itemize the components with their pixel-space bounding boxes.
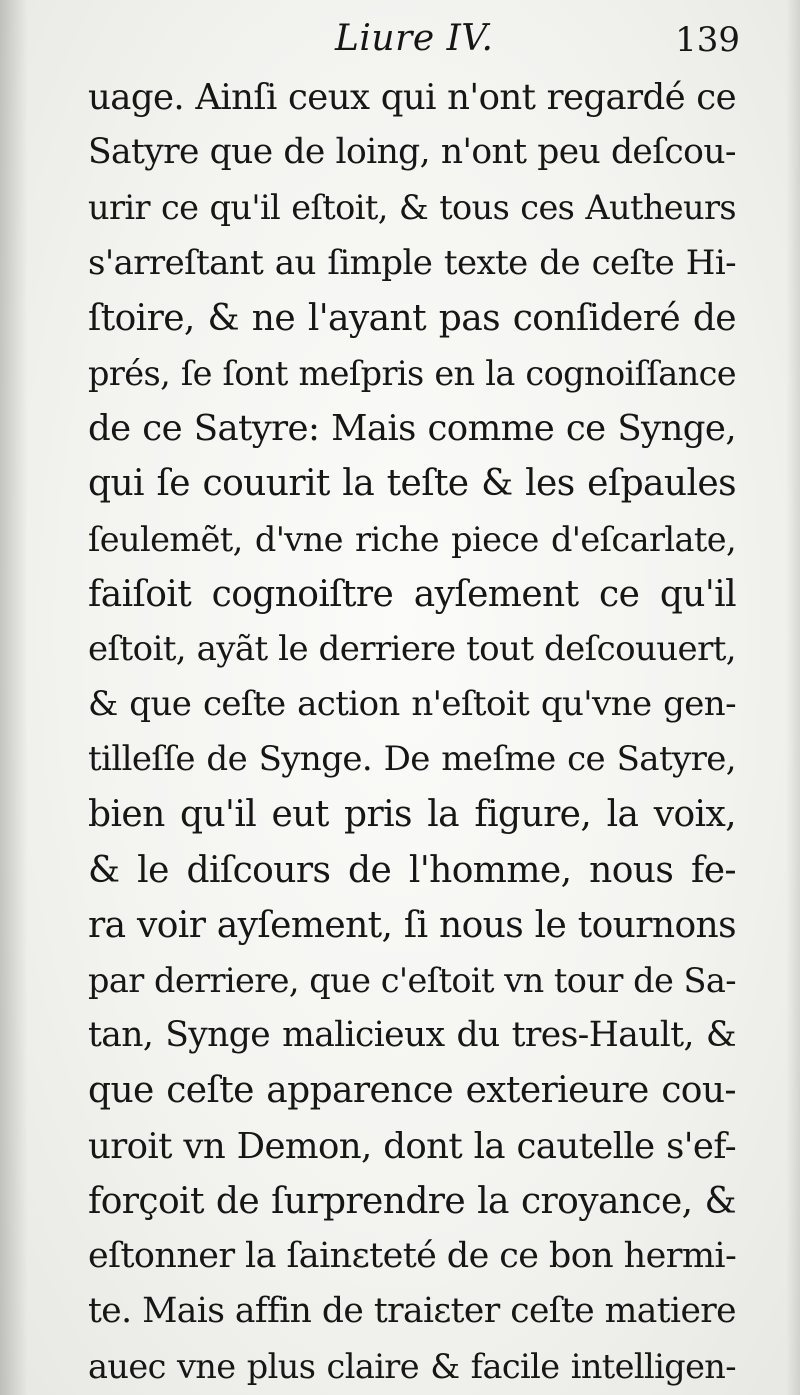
text-line: ſtoire, & ne l'ayant pas conſideré de [88, 297, 736, 339]
page-header [90, 14, 740, 66]
text-line: & le diſcours de l'homme, nous fe- [88, 849, 736, 891]
text-line: ra voir ayſement, ſi nous le tournons [88, 904, 736, 946]
text-line: ſeulemẽt, d'vne riche piece d'eſcarlate, [88, 519, 736, 559]
text-line: eſtoit, ayãt le derriere tout deſcouuert, [88, 628, 736, 669]
text-line: uage. Ainſi ceux qui n'ont regardé ce [88, 77, 736, 118]
text-line: tilleſſe de Synge. De meſme ce Satyre, [88, 739, 736, 780]
text-line: te. Mais affin de traiɛter ceſte matiere [88, 1291, 736, 1332]
text-line: & que ceſte action n'eſtoit qu'vne gen- [88, 684, 736, 725]
text-line: auec vne plus claire & facile intelligen- [88, 1347, 736, 1387]
page-number: 139 [675, 20, 740, 60]
text-line: de ce Satyre: Mais comme ce Synge, [88, 408, 736, 450]
text-line: par derriere, que c'eſtoit vn tour de Sa- [88, 961, 736, 1000]
body-text [88, 70, 736, 1395]
text-line: que ceſte apparence exterieure cou- [88, 1070, 736, 1112]
text-line: urir ce qu'il eſtoit, & tous ces Autheurs [88, 188, 736, 228]
text-line: s'arreſtant au ſimple texte de ceſte Hi- [88, 242, 736, 283]
text-line: forçoit de ſurprendre la croyance, & [88, 1180, 736, 1222]
spine-shadow [0, 0, 28, 1395]
text-line: bien qu'il eut pris la figure, la voix, [88, 794, 736, 836]
text-line: qui ſe couurit la teſte & les eſpaules [88, 463, 736, 505]
text-line: tan, Synge malicieux du tres-Hault, & [88, 1015, 736, 1056]
text-line: faiſoit cognoiſtre ayſement ce qu'il [88, 573, 736, 615]
text-line: Satyre que de loing, n'ont peu deſcou- [88, 132, 736, 173]
text-line: uroit vn Demon, dont la cautelle s'ef- [88, 1125, 736, 1167]
text-line: prés, ſe ſont meſpris en la cognoiſſance [88, 353, 736, 393]
text-line: eſtonner la ſainɛteté de ce bon hermi- [88, 1235, 737, 1276]
running-head: Liure IV. [335, 18, 494, 59]
page-edge-shadow [786, 0, 800, 1395]
